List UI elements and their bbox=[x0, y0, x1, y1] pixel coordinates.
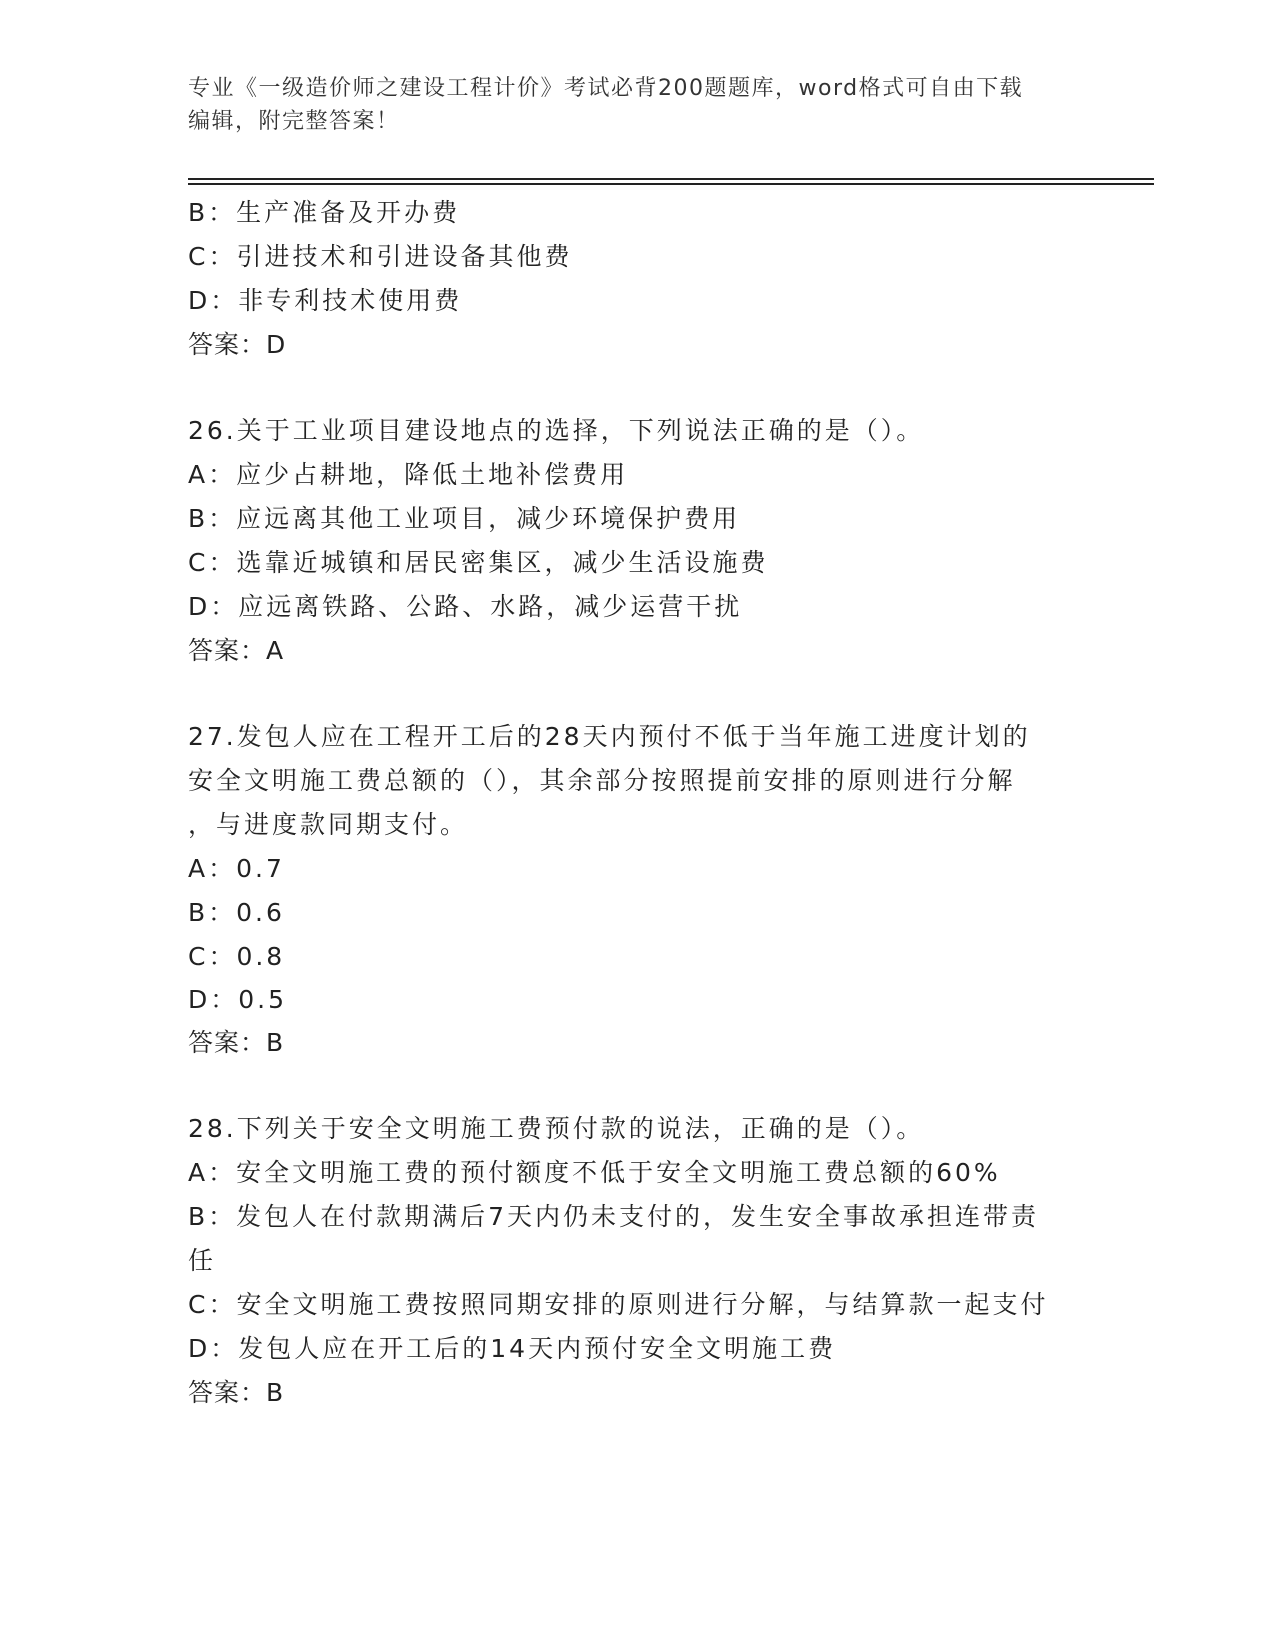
header-line-1: 专业《一级造价师之建设工程计价》考试必背200题题库，word格式可自由下载 bbox=[188, 76, 1024, 101]
q28-answer: 答案：B bbox=[188, 1378, 285, 1407]
q27-answer: 答案：B bbox=[188, 1028, 285, 1057]
q25-option-c: C：引进技术和引进设备其他费 bbox=[188, 242, 573, 271]
q25-answer: 答案：D bbox=[188, 330, 287, 359]
q27-option-c: C：0.8 bbox=[188, 942, 286, 971]
q27-stem-line-3: ，与进度款同期支付。 bbox=[188, 810, 469, 839]
q27-option-a: A：0.7 bbox=[188, 854, 285, 883]
q28-option-a: A：安全文明施工费的预付额度不低于安全文明施工费总额的60% bbox=[188, 1158, 1001, 1187]
q27-option-d: D：0.5 bbox=[188, 985, 288, 1014]
q26-option-c: C：选靠近城镇和居民密集区，减少生活设施费 bbox=[188, 548, 769, 577]
document-header bbox=[188, 72, 1068, 138]
q25-option-d: D：非专利技术使用费 bbox=[188, 286, 463, 315]
q26-option-a: A：应少占耕地，降低土地补偿费用 bbox=[188, 460, 629, 489]
q27-stem-line-2: 安全文明施工费总额的（），其余部分按照提前安排的原则进行分解 bbox=[188, 766, 1016, 795]
q28-option-b-continued: 任 bbox=[188, 1246, 217, 1275]
header-divider-top bbox=[188, 178, 1154, 180]
q26-answer: 答案：A bbox=[188, 636, 285, 665]
header-divider-bottom bbox=[188, 183, 1154, 185]
q28-option-b: B：发包人在付款期满后7天内仍未支付的，发生安全事故承担连带责 bbox=[188, 1202, 1040, 1231]
q28-option-d: D：发包人应在开工后的14天内预付安全文明施工费 bbox=[188, 1334, 837, 1363]
q28-stem: 28.下列关于安全文明施工费预付款的说法，正确的是（）。 bbox=[188, 1114, 925, 1143]
q28-option-c: C：安全文明施工费按照同期安排的原则进行分解，与结算款一起支付 bbox=[188, 1290, 1049, 1319]
q27-stem-line-1: 27.发包人应在工程开工后的28天内预付不低于当年施工进度计划的 bbox=[188, 722, 1031, 751]
q25-option-b: B：生产准备及开办费 bbox=[188, 198, 461, 227]
q26-stem: 26.关于工业项目建设地点的选择，下列说法正确的是（）。 bbox=[188, 416, 925, 445]
q26-option-d: D：应远离铁路、公路、水路，减少运营干扰 bbox=[188, 592, 743, 621]
q27-option-b: B：0.6 bbox=[188, 898, 285, 927]
header-line-2: 编辑，附完整答案！ bbox=[188, 109, 400, 134]
q26-option-b: B：应远离其他工业项目，减少环境保护费用 bbox=[188, 504, 741, 533]
